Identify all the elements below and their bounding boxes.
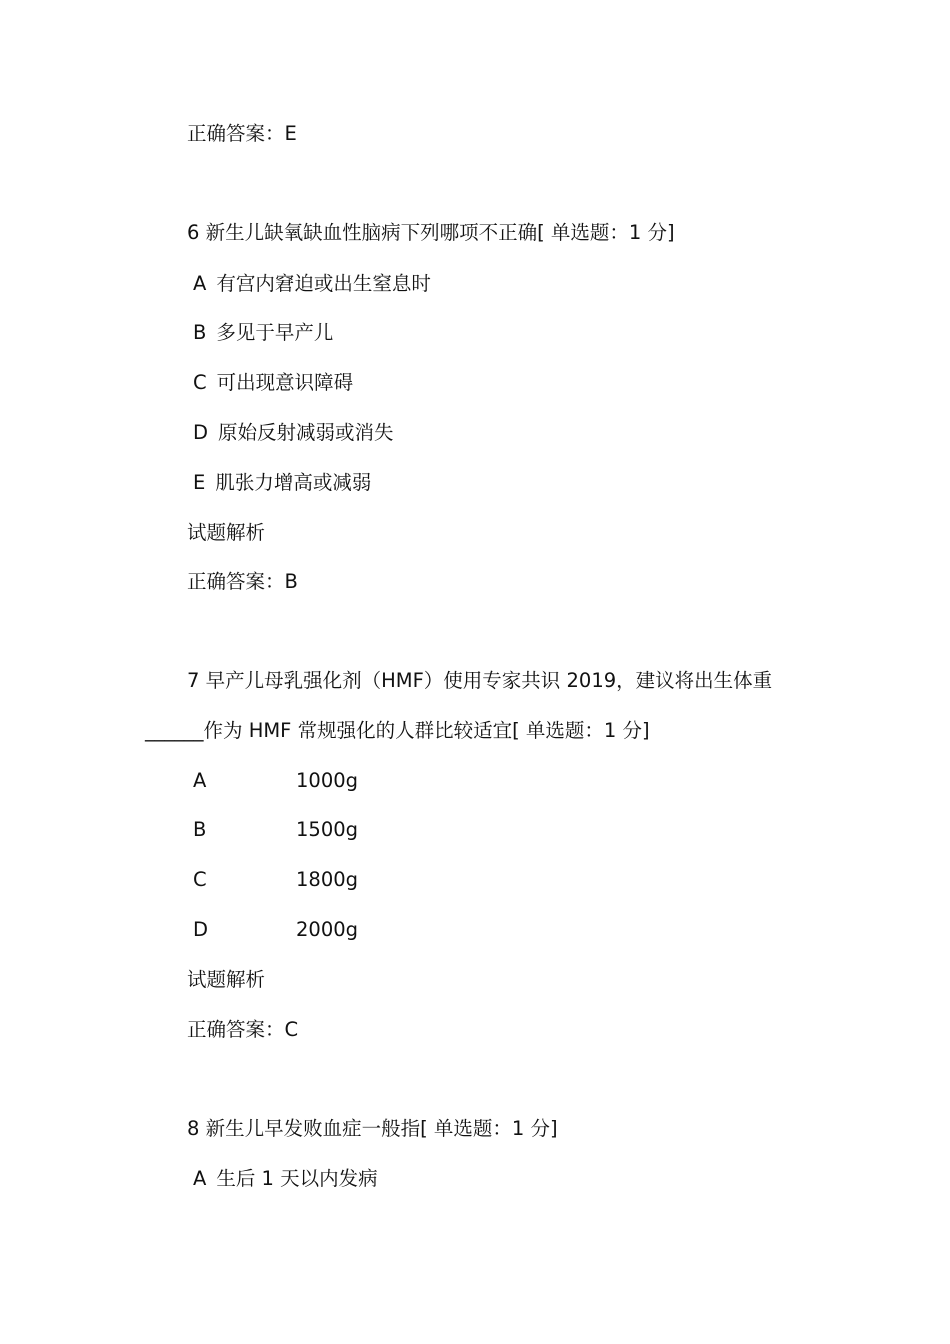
option-letter: C — [193, 868, 207, 891]
q8-option-a — [193, 1169, 378, 1189]
q7-option-d — [193, 920, 358, 940]
option-text: 有宫内窘迫或出生窒息时 — [216, 272, 431, 295]
option-letter: D — [193, 421, 209, 444]
option-letter: E — [193, 471, 206, 494]
option-text: 多见于早产儿 — [216, 321, 334, 344]
option-letter: A — [193, 769, 207, 792]
q7-analysis-label: 试题解析 — [187, 968, 266, 991]
option-text: 1500g — [296, 818, 359, 841]
q6-option-d — [193, 423, 394, 443]
q7-question-line2: ______作为 HMF 常规强化的人群比较适宜[ 单选题：1 分] — [145, 719, 650, 742]
option-text: 1800g — [296, 868, 359, 891]
q7-option-b — [193, 820, 358, 840]
q6-option-a — [193, 274, 431, 294]
option-letter: B — [193, 818, 207, 841]
q7-option-a — [193, 771, 358, 791]
q6-question: 6 新生儿缺氧缺血性脑病下列哪项不正确[ 单选题：1 分] — [187, 221, 675, 244]
option-text: 肌张力增高或减弱 — [215, 471, 372, 494]
option-text: 1000g — [296, 769, 359, 792]
option-text: 2000g — [296, 918, 359, 941]
option-letter: A — [193, 1167, 207, 1190]
option-letter: D — [193, 918, 209, 941]
q6-option-b — [193, 323, 333, 343]
q6-option-e — [193, 473, 371, 493]
q8-question: 8 新生儿早发败血症一般指[ 单选题：1 分] — [187, 1117, 558, 1140]
q7-correct-answer: 正确答案：C — [187, 1018, 299, 1041]
option-letter: C — [193, 371, 207, 394]
option-letter: A — [193, 272, 207, 295]
q6-option-c — [193, 373, 353, 393]
option-text: 原始反射减弱或消失 — [218, 421, 394, 444]
option-text: 生后 1 天以内发病 — [216, 1167, 378, 1190]
q5-correct-answer: 正确答案：E — [187, 122, 297, 145]
q7-question-line1: 7 早产儿母乳强化剂（HMF）使用专家共识 2019，建议将出生体重 — [187, 669, 773, 692]
q6-analysis-label: 试题解析 — [187, 521, 266, 544]
option-text: 可出现意识障碍 — [216, 371, 354, 394]
q7-option-c — [193, 870, 358, 890]
q6-correct-answer: 正确答案：B — [187, 570, 298, 593]
option-letter: B — [193, 321, 207, 344]
